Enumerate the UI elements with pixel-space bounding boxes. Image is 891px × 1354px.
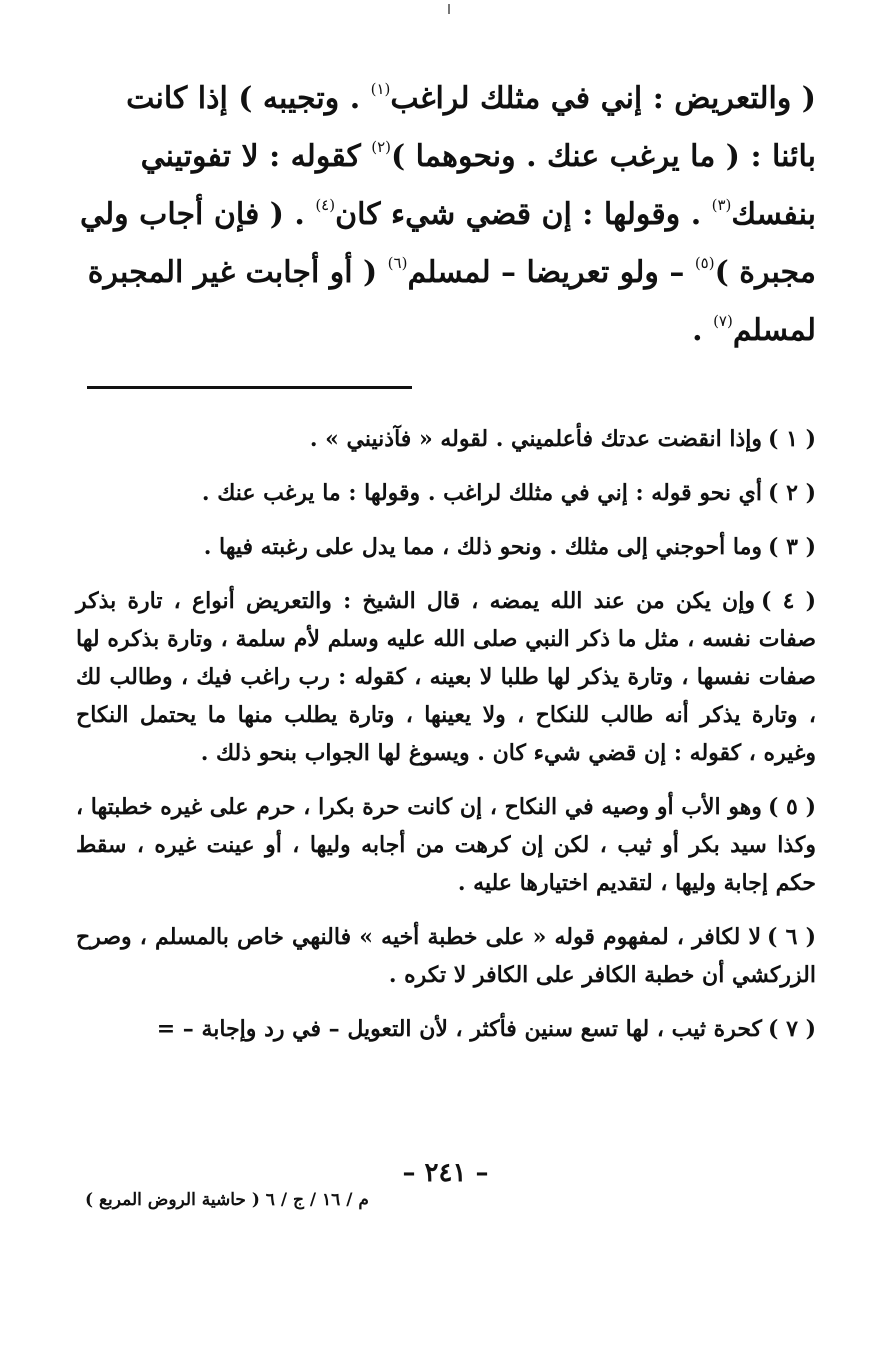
footnote-1 xyxy=(76,420,816,458)
footnote-number: ( ٧ ) xyxy=(768,1016,816,1042)
main-line-text: . وتجيبه ) إذا كانت xyxy=(126,81,371,116)
footnote-number: ( ٣ ) xyxy=(768,534,816,560)
main-line-text: مجبرة ) xyxy=(714,255,816,290)
main-line-text: ( أو أجابت غير المجبرة xyxy=(87,255,388,290)
footnote-number: ( ٦ ) xyxy=(767,924,816,950)
footnote-ref: (٥) xyxy=(694,254,715,272)
main-line-3 xyxy=(76,186,816,244)
printer-signature: م / ١٦ / ج / ٦ ( حاشية الروض المربع ) xyxy=(85,1190,369,1210)
footnote-text: أي نحو قوله : إني في مثلك لراغب . وقولها : ما يرغب عنك . xyxy=(201,480,763,506)
footnote-ref: (٦) xyxy=(387,254,408,272)
footnotes-section xyxy=(76,420,816,1064)
footnote-3 xyxy=(76,528,816,566)
main-line-text: . وقولها : إن قضي شيء كان xyxy=(335,197,712,232)
footnote-separator xyxy=(87,386,412,389)
main-line-text: ( والتعريض : إني في مثلك لراغب xyxy=(390,81,816,116)
footnote-number: ( ٢ ) xyxy=(768,480,816,506)
footnote-2 xyxy=(76,474,816,512)
main-line-1 xyxy=(76,70,816,128)
main-line-text: لمسلم xyxy=(732,313,816,348)
footnote-text: وما أحوجني إلى مثلك . ونحو ذلك ، مما يدل على رغبته فيها . xyxy=(203,534,763,560)
footnote-4 xyxy=(76,582,816,772)
main-line-text: بائنا : ( ما يرغب عنك . ونحوهما ) xyxy=(391,139,816,174)
footnote-text: وهو الأب أو وصيه في النكاح ، إن كانت حرة بكرا ، حرم على غيره خطبتها ، وكذا سيد بكر أو ثيب ، لكن إن كرهت من أجابه وليها ، أو عينت غيره ، سقط حكم إجابة وليها ، لتقديم اختيارها عليه . xyxy=(76,794,816,896)
footnote-text: لا لكافر ، لمفهوم قوله « على خطبة أخيه » فالنهي خاص بالمسلم ، وصرح الزركشي أن خطبة الكافر على الكافر لا تكره . xyxy=(76,924,816,988)
footnote-number: ( ١ ) xyxy=(768,426,816,452)
footnote-6 xyxy=(76,918,816,994)
footnote-5 xyxy=(76,788,816,902)
main-text-block xyxy=(76,70,816,360)
main-line-text: كقوله : لا تفوتيني xyxy=(140,139,372,174)
main-line-text: . ( فإن أجاب ولي xyxy=(80,197,316,232)
main-line-2 xyxy=(76,128,816,186)
footnote-ref: (٢) xyxy=(371,138,391,156)
main-line-5 xyxy=(76,302,816,360)
footnote-ref: (٧) xyxy=(713,312,733,330)
main-line-text: . xyxy=(692,313,714,348)
footnote-text: وإن يكن من عند الله يمضه ، قال الشيخ : والتعريض أنواع ، تارة بذكر صفات نفسه ، مثل ما ذكر النبي صلى الله عليه وسلم لأم سلمة ، وتارة بذكره لها صفات نفسها ، وتارة يذكر لها طلبا لا بعينه ، كقوله : رب راغب فيك ، وطالب لك ، وتارة يذكر أنه طالب للنكاح ، ولا يعينها ، وتارة يطلب منها ما يحتمل النكاح وغيره ، كقوله : إن قضي شيء كان . ويسوغ لها الجواب بنحو ذلك . xyxy=(76,588,816,766)
footnote-text: وإذا انقضت عدتك فأعلميني . لقوله « فآذنيني » . xyxy=(309,426,763,452)
footnote-ref: (٣) xyxy=(711,196,732,214)
main-line-text: بنفسك xyxy=(731,197,816,232)
main-line-text: – ولو تعريضا – لمسلم xyxy=(407,255,695,290)
scan-mark xyxy=(448,4,450,14)
footnote-number: ( ٥ ) xyxy=(767,794,816,820)
footnote-number: ( ٤ ) xyxy=(760,588,816,614)
footnote-7 xyxy=(76,1010,816,1048)
main-line-4 xyxy=(76,244,816,302)
page-number: – ٢٤١ – xyxy=(402,1158,489,1188)
footnote-ref: (٤) xyxy=(315,196,336,214)
footnote-text: كحرة ثيب ، لها تسع سنين فأكثر ، لأن التعويل – في رد وإجابة – = xyxy=(156,1016,763,1042)
footnote-ref: (١) xyxy=(370,80,391,98)
